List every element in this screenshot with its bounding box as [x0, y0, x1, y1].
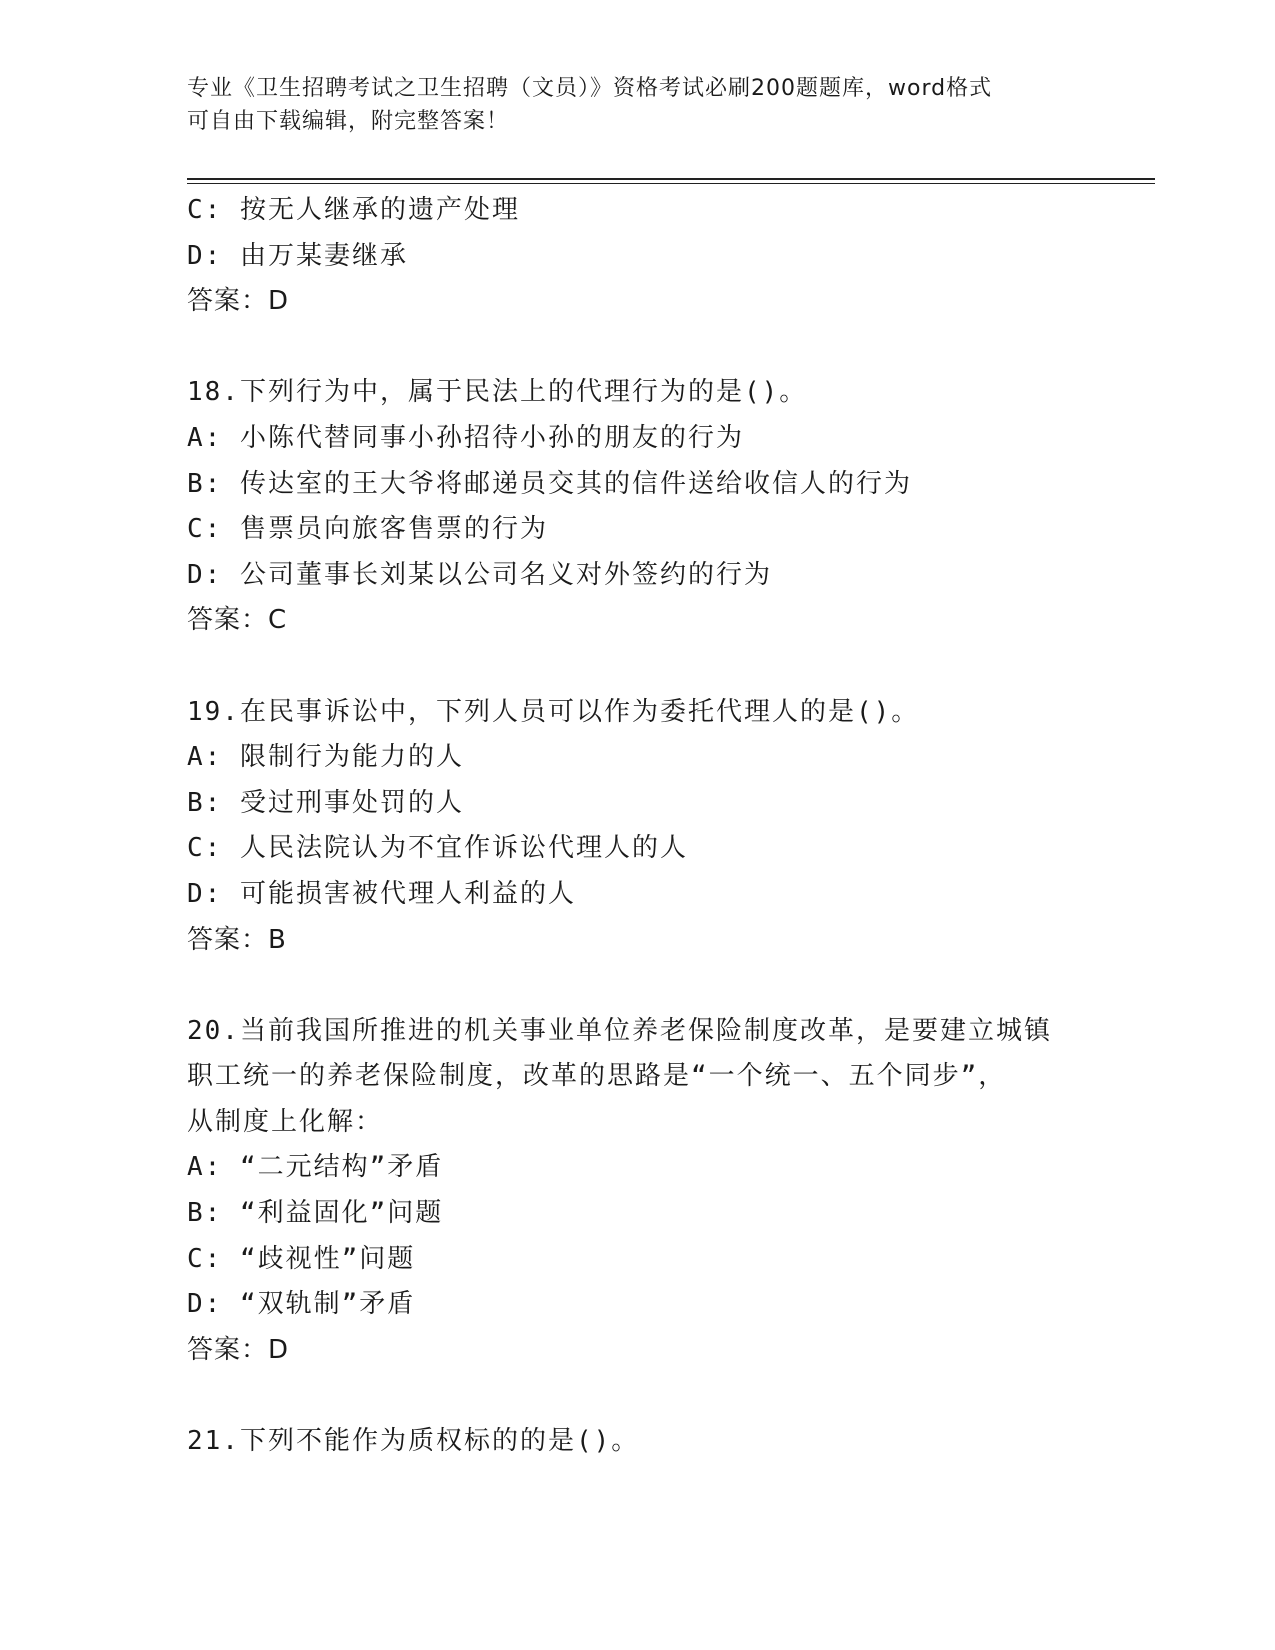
- q18-option-a: A: 小陈代替同事小孙招待小孙的朋友的行为: [187, 422, 744, 453]
- page-header: [187, 72, 1087, 138]
- spacer: [187, 644, 1087, 690]
- q19-option-c: C: 人民法院认为不宜作诉讼代理人的人: [187, 833, 688, 864]
- q18-answer: 答案：C: [187, 605, 288, 636]
- header-title-line-2: 可自由下载编辑，附完整答案！: [187, 109, 510, 134]
- q17-answer: 答案：D: [187, 286, 290, 317]
- header-rule-thick: [187, 178, 1155, 180]
- q21-stem: 21.下列不能作为质权标的的是()。: [187, 1426, 640, 1457]
- q18-option-b: B: 传达室的王大爷将邮递员交其的信件送给收信人的行为: [187, 468, 912, 499]
- q18-option-d: D: 公司董事长刘某以公司名义对外签约的行为: [187, 559, 772, 590]
- q19-option-a: A: 限制行为能力的人: [187, 742, 464, 773]
- q19-option-b: B: 受过刑事处罚的人: [187, 787, 464, 818]
- question-content: [187, 188, 1087, 1465]
- q20-option-a: A: “二元结构”矛盾: [187, 1152, 444, 1183]
- spacer: [187, 1373, 1087, 1419]
- q20-answer: 答案：D: [187, 1334, 290, 1365]
- header-rule-thin: [187, 183, 1155, 184]
- q19-option-d: D: 可能损害被代理人利益的人: [187, 878, 576, 909]
- q20-stem-line-2: 职工统一的养老保险制度，改革的思路是“一个统一、五个同步”，: [187, 1061, 1007, 1092]
- q18-option-c: C: 售票员向旅客售票的行为: [187, 514, 548, 545]
- q20-stem-line-3: 从制度上化解：: [187, 1106, 384, 1137]
- q20-option-d: D: “双轨制”矛盾: [187, 1289, 416, 1320]
- q18-stem: 18.下列行为中，属于民法上的代理行为的是()。: [187, 377, 808, 408]
- q20-option-b: B: “利益固化”问题: [187, 1198, 444, 1229]
- q19-stem: 19.在民事诉讼中，下列人员可以作为委托代理人的是()。: [187, 696, 920, 727]
- spacer: [187, 325, 1087, 371]
- q17-option-d: D: 由万某妻继承: [187, 240, 408, 271]
- spacer: [187, 963, 1087, 1009]
- q17-option-c: C: 按无人继承的遗产处理: [187, 195, 520, 225]
- q19-answer: 答案：B: [187, 924, 287, 955]
- header-title-line-1: 专业《卫生招聘考试之卫生招聘（文员）》资格考试必刷200题题库，word格式: [187, 76, 993, 101]
- q20-stem-line-1: 20.当前我国所推进的机关事业单位养老保险制度改革，是要建立城镇: [187, 1015, 1052, 1046]
- q20-option-c: C: “歧视性”问题: [187, 1243, 416, 1274]
